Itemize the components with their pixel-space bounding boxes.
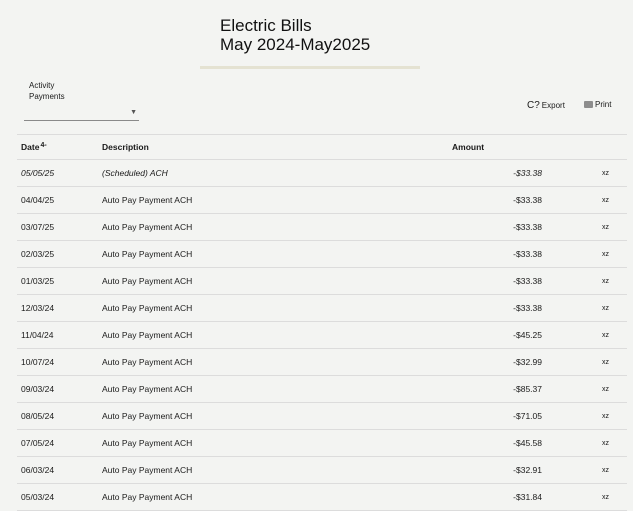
row-date: 04/04/25 <box>17 187 102 214</box>
table-row[interactable] <box>17 349 627 376</box>
row-description: Auto Pay Payment ACH <box>102 268 452 295</box>
filter-label-line1: Activity <box>29 81 55 90</box>
table-row[interactable] <box>17 241 627 268</box>
row-description: Auto Pay Payment ACH <box>102 241 452 268</box>
activity-filter-select[interactable] <box>24 104 139 121</box>
row-description: Auto Pay Payment ACH <box>102 187 452 214</box>
table-row[interactable] <box>17 376 627 403</box>
row-description: Auto Pay Payment ACH <box>102 376 452 403</box>
row-action-link[interactable]: xz <box>542 241 627 268</box>
filter-label-line2: Payments <box>29 92 65 101</box>
row-date: 11/04/24 <box>17 322 102 349</box>
row-amount: -$33.38 <box>452 160 542 187</box>
table-row[interactable] <box>17 430 627 457</box>
row-description: Auto Pay Payment ACH <box>102 322 452 349</box>
payments-table <box>17 134 627 511</box>
row-action-link[interactable]: xz <box>542 187 627 214</box>
page-title-line1: Electric Bills <box>220 16 312 35</box>
row-description: Auto Pay Payment ACH <box>102 214 452 241</box>
row-amount: -$31.84 <box>452 484 542 511</box>
row-action-link[interactable]: xz <box>542 160 627 187</box>
sort-indicator: 4- <box>40 142 47 149</box>
row-date: 05/05/25 <box>17 160 102 187</box>
row-date: 01/03/25 <box>17 268 102 295</box>
print-label: Print <box>595 100 612 109</box>
chevron-down-icon: ▼ <box>130 109 137 116</box>
table-row[interactable] <box>17 484 627 511</box>
row-amount: -$33.38 <box>452 268 542 295</box>
row-description: (Scheduled) ACH <box>102 160 452 187</box>
row-action-link[interactable]: xz <box>542 268 627 295</box>
row-date: 05/03/24 <box>17 484 102 511</box>
table-header-row <box>17 135 627 160</box>
row-action-link[interactable]: xz <box>542 376 627 403</box>
row-amount: -$45.58 <box>452 430 542 457</box>
row-date: 02/03/25 <box>17 241 102 268</box>
row-action-link[interactable]: xz <box>542 214 627 241</box>
row-date: 09/03/24 <box>17 376 102 403</box>
row-amount: -$33.38 <box>452 187 542 214</box>
row-date: 07/05/24 <box>17 430 102 457</box>
row-action-link[interactable]: xz <box>542 322 627 349</box>
title-divider <box>200 66 420 69</box>
row-amount: -$32.91 <box>452 457 542 484</box>
row-action-link[interactable]: xz <box>542 349 627 376</box>
printer-icon <box>584 101 593 108</box>
table-row[interactable] <box>17 187 627 214</box>
print-button[interactable] <box>584 100 611 109</box>
row-description: Auto Pay Payment ACH <box>102 403 452 430</box>
row-date: 03/07/25 <box>17 214 102 241</box>
row-action-link[interactable]: xz <box>542 403 627 430</box>
amount-column-header[interactable]: Amount <box>452 135 542 160</box>
row-date: 12/03/24 <box>17 295 102 322</box>
table-row[interactable] <box>17 214 627 241</box>
row-amount: -$85.37 <box>452 376 542 403</box>
row-date: 10/07/24 <box>17 349 102 376</box>
table-row[interactable] <box>17 295 627 322</box>
row-action-link[interactable]: xz <box>542 295 627 322</box>
table-row[interactable] <box>17 322 627 349</box>
row-amount: -$32.99 <box>452 349 542 376</box>
row-amount: -$71.05 <box>452 403 542 430</box>
row-date: 08/05/24 <box>17 403 102 430</box>
export-button[interactable] <box>527 100 565 111</box>
row-description: Auto Pay Payment ACH <box>102 430 452 457</box>
row-action-link[interactable]: xz <box>542 430 627 457</box>
export-label: Export <box>541 101 565 110</box>
row-action-link[interactable]: xz <box>542 457 627 484</box>
description-column-header[interactable]: Description <box>102 135 452 160</box>
table-row[interactable] <box>17 268 627 295</box>
refresh-export-icon: C? <box>527 100 540 111</box>
row-description: Auto Pay Payment ACH <box>102 457 452 484</box>
row-amount: -$33.38 <box>452 241 542 268</box>
row-description: Auto Pay Payment ACH <box>102 295 452 322</box>
row-amount: -$33.38 <box>452 295 542 322</box>
page-title-line2: May 2024-May2025 <box>220 35 371 54</box>
action-column-header <box>542 135 627 160</box>
table-row[interactable] <box>17 457 627 484</box>
table-row[interactable] <box>17 160 627 187</box>
row-description: Auto Pay Payment ACH <box>102 349 452 376</box>
activity-filter-label <box>29 80 65 102</box>
row-amount: -$45.25 <box>452 322 542 349</box>
page-title <box>220 16 370 54</box>
row-action-link[interactable]: xz <box>542 484 627 511</box>
row-description: Auto Pay Payment ACH <box>102 484 452 511</box>
table-row[interactable] <box>17 403 627 430</box>
date-column-header[interactable]: Date$^{4-}$ <box>17 135 102 160</box>
row-date: 06/03/24 <box>17 457 102 484</box>
row-amount: -$33.38 <box>452 214 542 241</box>
